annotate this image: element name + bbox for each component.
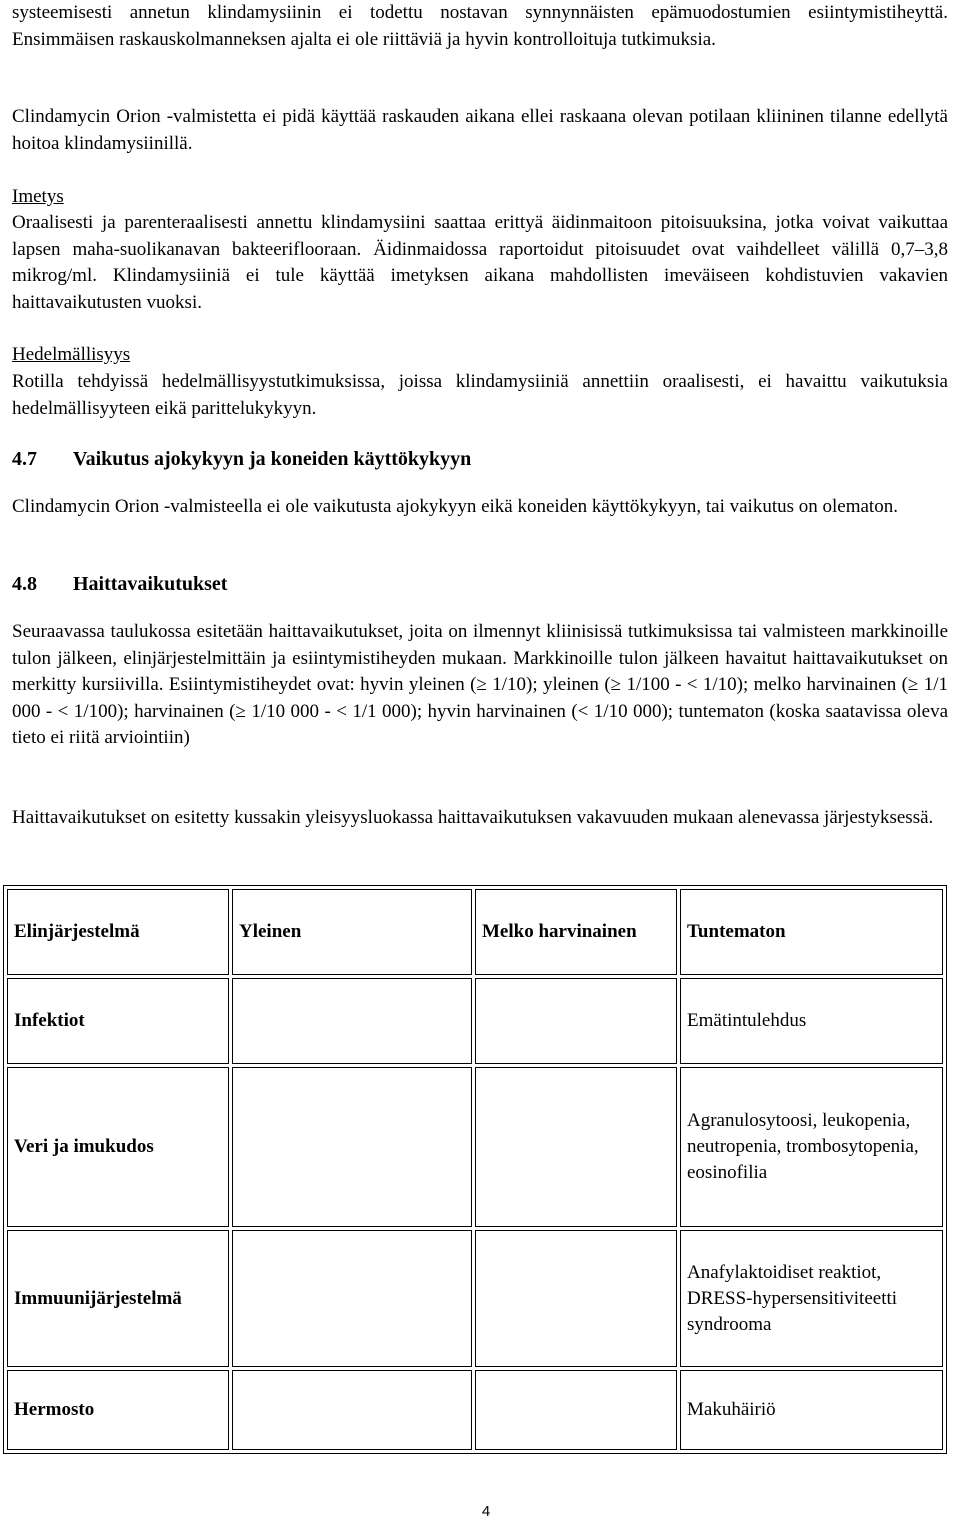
paragraph-section-4-8: Seuraavassa taulukossa esitetään haittavaikutukset, joita on ilmennyt kliinisissä tutkimuksissa tai valmisteen markkinoille tulon jälkeen, elinjärjestelmittäin ja esiintymistiheyden mukaan. Markkinoille tulon jälkeen havaitut haittavaikutukset on merkitty kursiivilla. Esiintymistiheydet ovat: hyvin yleinen (≥ 1/10); yleinen (≥ 1/100 - < 1/10); melko harvinainen (≥ 1/1 000 - < 1/100); harvinainen (≥ 1/10 000 - < 1/1 000); hyvin harvinainen (< 1/10 000); tuntematon (koska saatavissa oleva tieto ei riitä arviointiin) bbox=[12, 621, 948, 748]
header-cell: Elinjärjestelmä bbox=[7, 889, 229, 975]
organ-cell: Veri ja imukudos bbox=[7, 1067, 229, 1227]
table-row bbox=[7, 1230, 943, 1367]
section-heading-4-7 bbox=[12, 448, 471, 471]
page-number: 4 bbox=[481, 1503, 491, 1520]
header-cell: Yleinen bbox=[232, 889, 472, 975]
unknown-cell: Makuhäiriö bbox=[680, 1370, 943, 1450]
section-heading-4-8 bbox=[12, 573, 227, 596]
section-number: 4.7 bbox=[12, 448, 37, 470]
paragraph-section-4-7: Clindamycin Orion -valmisteella ei ole vaikutusta ajokykyyn eikä koneiden käyttökykyyn, tai vaikutus on olematon. bbox=[12, 496, 898, 517]
common-cell bbox=[232, 1370, 472, 1450]
uncommon-cell bbox=[475, 978, 677, 1064]
common-cell bbox=[232, 1230, 472, 1367]
common-cell bbox=[232, 1067, 472, 1227]
header-cell: Tuntematon bbox=[680, 889, 943, 975]
organ-cell: Hermosto bbox=[7, 1370, 229, 1450]
uncommon-cell bbox=[475, 1067, 677, 1227]
paragraph-section-4-8-order: Haittavaikutukset on esitetty kussakin yleisyysluokassa haittavaikutuksen vakavuuden mukaan alenevassa järjestyksessä. bbox=[12, 807, 934, 828]
subheading-imetys: Imetys bbox=[12, 186, 64, 207]
organ-cell: Infektiot bbox=[7, 978, 229, 1064]
subheading-hedelmallisyys: Hedelmällisyys bbox=[12, 344, 131, 365]
section-title: Vaikutus ajokykyyn ja koneiden käyttökykyyn bbox=[73, 448, 472, 470]
section-title: Haittavaikutukset bbox=[73, 573, 228, 595]
unknown-cell: Agranulosytoosi, leukopenia, neutropenia, trombosytopenia, eosinofilia bbox=[680, 1067, 943, 1227]
table-row bbox=[7, 1370, 943, 1450]
section-number: 4.8 bbox=[12, 573, 37, 595]
unknown-cell: Emätintulehdus bbox=[680, 978, 943, 1064]
adverse-effects-table bbox=[3, 885, 947, 1454]
table-row bbox=[7, 978, 943, 1064]
paragraph-pregnancy-studies: systeemisesti annetun klindamysiinin ei todettu nostavan synnynnäisten epämuodostumien esiintymistiheyttä. Ensimmäisen raskauskolmanneksen ajalta ei ole riittäviä ja hyvin kontrolloituja tutkimuksia. bbox=[12, 2, 948, 50]
paragraph-hedelmallisyys: Rotilla tehdyissä hedelmällisyystutkimuksissa, joissa klindamysiiniä annettiin oraalisesti, ei havaittu vaikutuksia hedelmällisyyteen eikä parittelukykyyn. bbox=[12, 371, 948, 419]
uncommon-cell bbox=[475, 1230, 677, 1367]
uncommon-cell bbox=[475, 1370, 677, 1450]
unknown-cell: Anafylaktoidiset reaktiot, DRESS-hypersensitiviteetti syndrooma bbox=[680, 1230, 943, 1367]
table-row bbox=[7, 1067, 943, 1227]
organ-cell: Immuunijärjestelmä bbox=[7, 1230, 229, 1367]
common-cell bbox=[232, 978, 472, 1064]
header-cell: Melko harvinainen bbox=[475, 889, 677, 975]
paragraph-pregnancy-use: Clindamycin Orion -valmistetta ei pidä käyttää raskauden aikana ellei raskaana olevan potilaan kliininen tilanne edellytä hoitoa klindamysiinillä. bbox=[12, 106, 948, 154]
paragraph-imetys: Oraalisesti ja parenteraalisesti annettu klindamysiini saattaa erittyä äidinmaitoon pitoisuuksina, jotka voivat vaikuttaa lapsen maha-suolikanavan bakteeriflooraan. Äidinmaidossa raportoidut pitoisuudet ovat vaihdelleet välillä 0,7–3,8 mikrog/ml. Klindamysiiniä ei tule käyttää imetyksen aikana mahdollisten imeväiseen kohdistuvien vakavien haittavaikutusten vuoksi. bbox=[12, 212, 948, 313]
table-header-row bbox=[7, 889, 943, 975]
